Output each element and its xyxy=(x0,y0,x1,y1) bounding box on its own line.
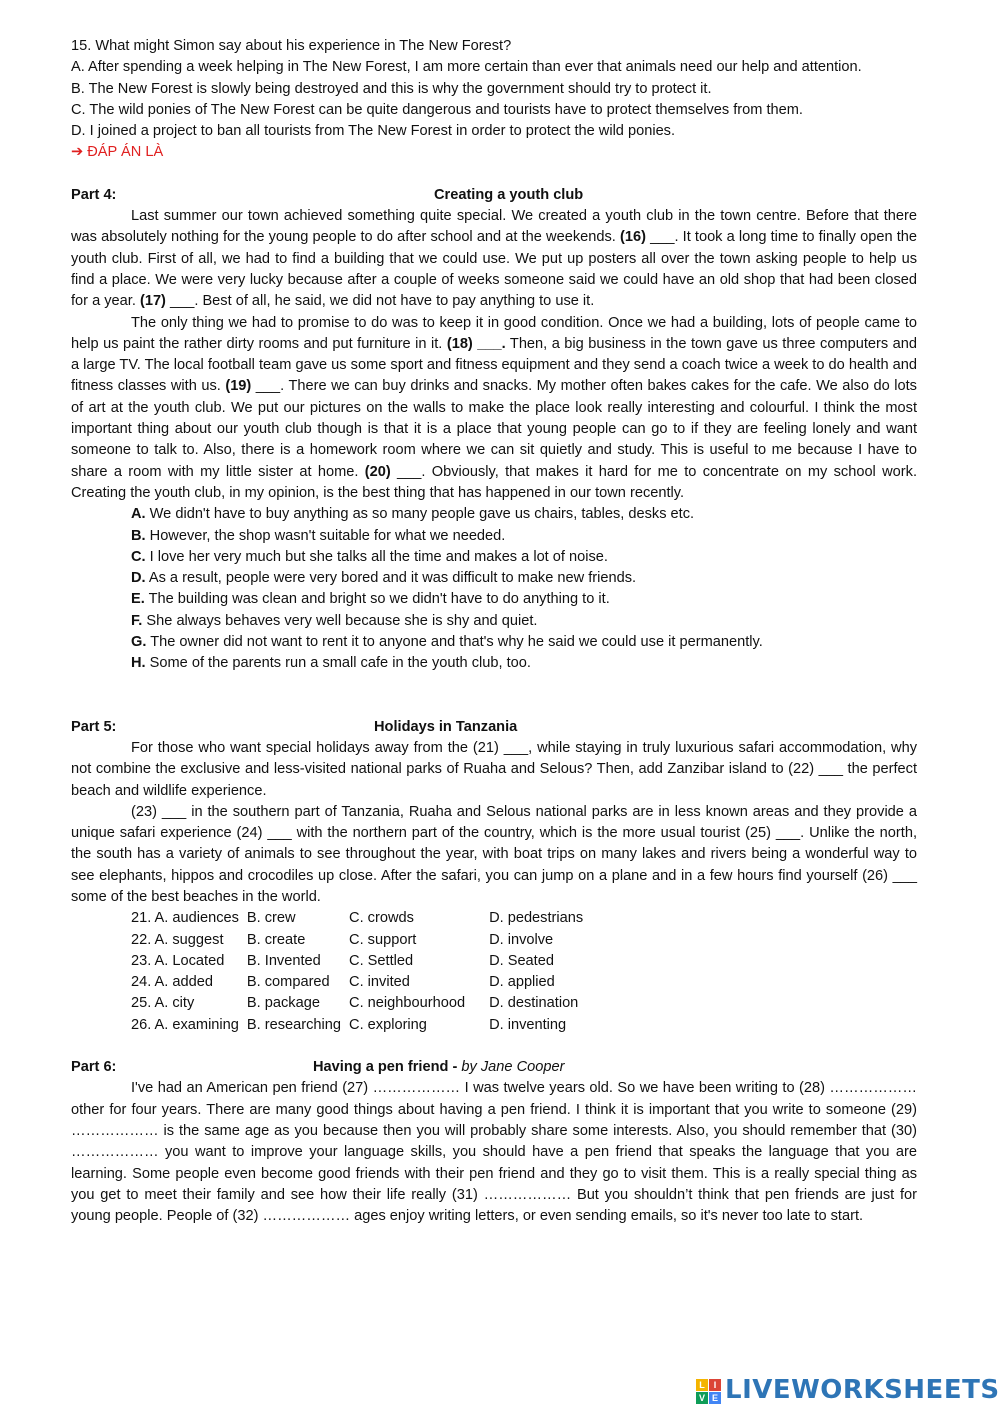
part-4-option-a: A. We didn't have to buy anything as so many people gave us chairs, tables, desks etc. xyxy=(131,506,695,523)
part-4 xyxy=(71,185,917,675)
answer-label: ĐÁP ÁN LÀ xyxy=(87,144,164,161)
part-4-option-g: G. The owner did not want to rent it to anyone and that's why he said we could use it permanently. xyxy=(131,634,763,651)
question-15-option-d: D. I joined a project to ban all tourists from The New Forest in order to protect the wild ponies. xyxy=(71,123,676,140)
question-15-option-a: A. After spending a week helping in The New Forest, I am more certain than ever that animals need our help and attention. xyxy=(71,59,862,76)
liveworksheets-logo xyxy=(696,1376,1000,1406)
part-5-choices-table xyxy=(131,908,591,1036)
arrow-right-icon: ➔ xyxy=(71,144,84,161)
part-6 xyxy=(71,1057,917,1227)
part-4-option-c: C. I love her very much but she talks all the time and makes a lot of noise. xyxy=(131,548,608,565)
table-row: 22. A. suggest B. create C. support D. involve xyxy=(131,931,554,948)
part-4-option-d: D. As a result, people were very bored and it was difficult to make new friends. xyxy=(131,570,637,587)
part-5-label: Part 5: xyxy=(71,718,117,735)
part-4-paragraph-1: Last summer our town achieved something quite special. We created a youth club in the town centre. Before that there was absolutely nothing for the young people to do after school and at the weekends. (16) ___. It took a long time to finally open the youth club. First of all, we had to find a building that we could use. We put up posters all over the town asking people to help us find a place. We were very lucky because after a couple of weeks someone said we could have an old shop that had been closed for a year. (17) ___. Best of all, he said, we did not have to pay anything to use it. xyxy=(71,208,917,310)
part-4-options xyxy=(71,504,917,674)
part-4-heading xyxy=(71,185,917,206)
part-6-author: by Jane Cooper xyxy=(461,1059,565,1076)
part-5-title: Holidays in Tanzania xyxy=(374,718,518,735)
part-5-paragraph-1: For those who want special holidays away from the (21) ___, while staying in truly luxurious safari accommodation, why not combine the exclusive and less-visited national parks of Ruaha and Selous? Then, add Zanzibar island to (22) ___ the perfect beach and wildlife experience. xyxy=(71,739,917,799)
part-4-paragraph-2: The only thing we had to promise to do was to keep it in good condition. Once we had a building, lots of people came to help us paint the rather dirty rooms and put furniture in it. (18) ___. Then, a big business in the town gave us three computers and a large TV. The local football team gave us some sport and fitness equipment and they send a coach twice a week to do health and fitness classes with us. (19) ___. There we can buy drinks and snacks. My mother often bakes cakes for the cafe. We also do lots of art at the youth club. We put our pictures on the walls to make the place look really interesting and colourful. I think the most important thing about our youth club though is that it is a place that young people can go to if they are feeling lonely and want someone to talk to. Also, there is a homework room where we can sit quietly and study. This is useful to me because I have to share a room with my little sister at home. (20) ___. Obviously, that makes it hard for me to concentrate on my school work. Creating the youth club, in my opinion, is the best thing that has happened in our town recently. xyxy=(71,314,917,501)
logo-squares-icon: L I V E xyxy=(696,1379,721,1404)
question-15 xyxy=(71,36,917,164)
part-5-heading xyxy=(71,717,917,738)
part-6-title: Having a pen friend - by Jane Cooper xyxy=(313,1059,565,1076)
worksheet-page xyxy=(71,36,917,1227)
question-15-text: 15. What might Simon say about his experience in The New Forest? xyxy=(71,38,512,54)
table-row: 24. A. added B. compared C. invited D. applied xyxy=(131,974,555,991)
table-row: 25. A. city B. package C. neighbourhood D. destination xyxy=(131,995,579,1012)
table-row: 21. A. audiences B. crew C. crowds D. pedestrians xyxy=(131,910,584,927)
part-4-option-f: F. She always behaves very well because she is shy and quiet. xyxy=(131,612,538,629)
gap-18: (18) ___. xyxy=(446,335,506,352)
part-6-heading xyxy=(71,1057,917,1078)
part-6-label: Part 6: xyxy=(71,1059,117,1076)
part-4-title: Creating a youth club xyxy=(434,186,584,203)
part-5-paragraph-2: (23) ___ in the southern part of Tanzania, Ruaha and Selous national parks are in less known areas and they provide a unique safari experience (24) ___ with the northern part of the country, which is the more usual tourist (25) ___. Unlike the north, the south has a variety of animals to see throughout the year, with boat trips on many lakes and rivers being a wonderful way to see elephants, hippos and crocodiles up close. After the safari, you can jump on a plane and in a few hours find yourself (26) ___ some of the best beaches in the world. xyxy=(71,803,917,905)
part-4-option-b: B. However, the shop wasn't suitable for what we needed. xyxy=(131,527,506,544)
gap-19: (19) xyxy=(225,378,252,395)
answer-line xyxy=(71,142,917,163)
part-4-label: Part 4: xyxy=(71,186,117,203)
gap-16: (16) xyxy=(619,229,646,246)
part-6-paragraph: I've had an American pen friend (27) ……………… I was twelve years old. So we have been writing to (28) ……………… other for four years. There are many good things about having a pen friend. I think it is important that you write to someone (29) ……………… is the same age as you because then you will probably share some interests. Also, you should remember that (30) ……………… you want to improve your language skills, you should have a pen friend that speaks the language that you are learning. Some people even become good friends with their pen friend and they go to visit them. This is a really special thing as you get to meet their family and see how their life really (31) ……………… But you shouldn’t think that pen friends are just for young people. People of (32) ……………… ages enjoy writing letters, or even sending emails, so it's never too late to start. xyxy=(71,1080,917,1225)
gap-20: (20) xyxy=(364,463,391,480)
question-15-option-c: C. The wild ponies of The New Forest can be quite dangerous and tourists have to protect themselves from them. xyxy=(71,101,803,118)
question-15-option-b: B. The New Forest is slowly being destroyed and this is why the government should try to protect it. xyxy=(71,80,712,97)
logo-text: LIVEWORKSHEETS xyxy=(725,1375,1000,1406)
part-4-option-e: E. The building was clean and bright so we didn't have to do anything to it. xyxy=(131,591,610,608)
table-row: 26. A. examining B. researching C. exploring D. inventing xyxy=(131,1016,567,1033)
part-5 xyxy=(71,717,917,1036)
gap-17: (17) xyxy=(139,293,166,310)
part-4-option-h: H. Some of the parents run a small cafe in the youth club, too. xyxy=(131,655,531,672)
table-row: 23. A. Located B. Invented C. Settled D. Seated xyxy=(131,952,554,969)
